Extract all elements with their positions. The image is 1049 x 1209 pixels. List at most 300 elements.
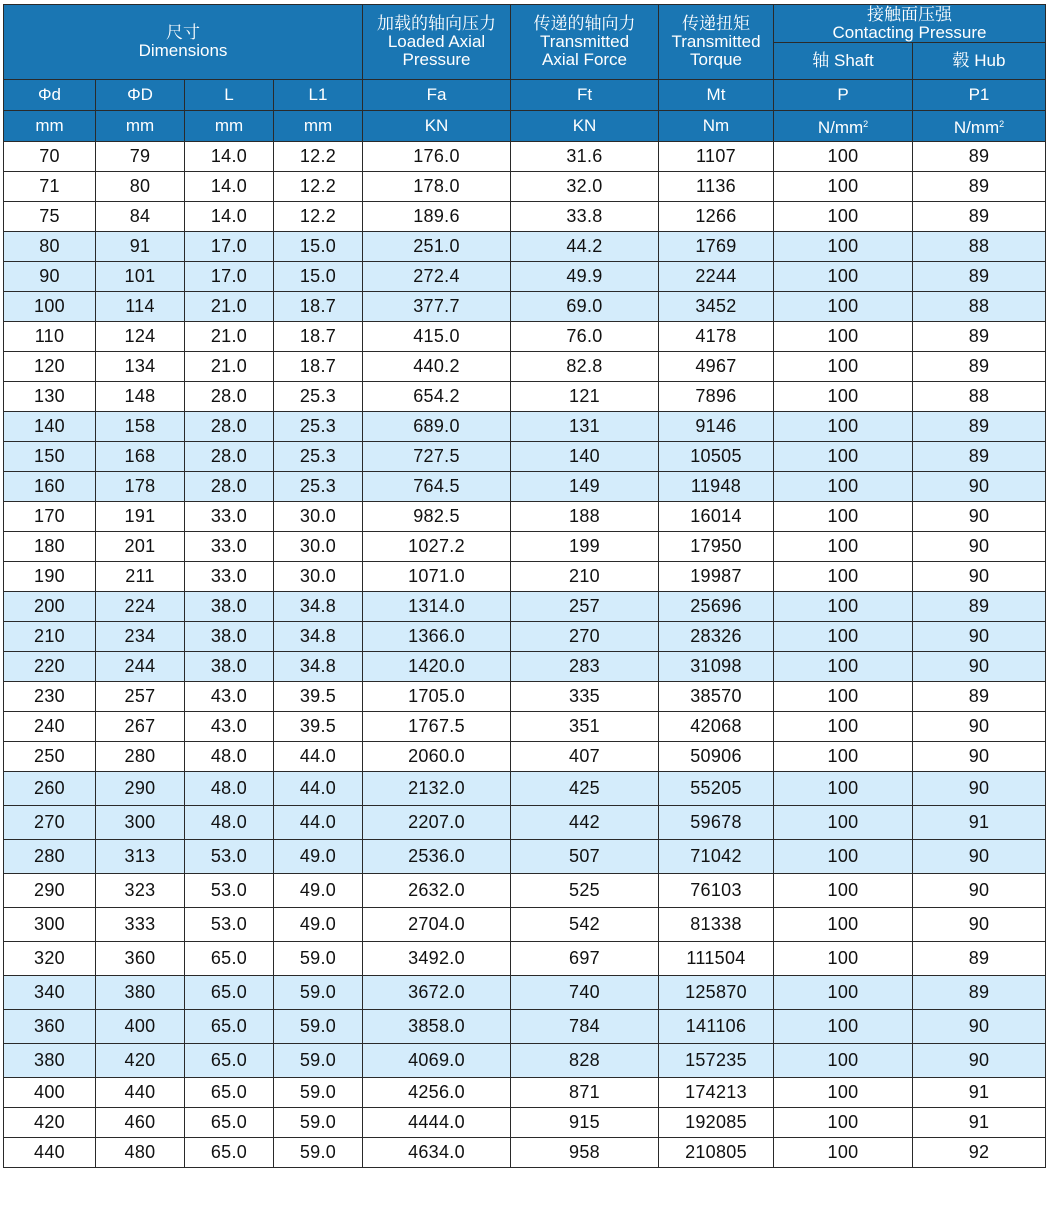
table-cell: 11948 xyxy=(659,472,774,502)
table-cell: 89 xyxy=(913,352,1046,382)
table-cell: 180 xyxy=(4,532,96,562)
table-cell: 30.0 xyxy=(274,532,363,562)
table-row xyxy=(4,232,1046,262)
table-cell: 25696 xyxy=(659,592,774,622)
table-cell: 21.0 xyxy=(185,352,274,382)
transmitted-axial-header xyxy=(511,5,659,80)
table-cell: 340 xyxy=(4,976,96,1010)
table-cell: 380 xyxy=(4,1044,96,1078)
table-cell: 89 xyxy=(913,172,1046,202)
table-cell: 25.3 xyxy=(274,412,363,442)
table-row xyxy=(4,532,1046,562)
loaded-axial-header-en2: Pressure xyxy=(402,50,471,69)
unit-row xyxy=(4,111,1046,142)
table-cell: 2632.0 xyxy=(363,874,511,908)
table-cell: 542 xyxy=(511,908,659,942)
table-cell: 257 xyxy=(511,592,659,622)
table-cell: 697 xyxy=(511,942,659,976)
table-cell: 38.0 xyxy=(185,622,274,652)
table-cell: 178.0 xyxy=(363,172,511,202)
table-cell: 89 xyxy=(913,442,1046,472)
table-cell: 31.6 xyxy=(511,142,659,172)
table-cell: 125870 xyxy=(659,976,774,1010)
table-cell: 38.0 xyxy=(185,592,274,622)
table-cell: 17950 xyxy=(659,532,774,562)
table-cell: 90 xyxy=(913,1010,1046,1044)
table-cell: 2704.0 xyxy=(363,908,511,942)
table-cell: 4967 xyxy=(659,352,774,382)
table-cell: 3858.0 xyxy=(363,1010,511,1044)
table-cell: 260 xyxy=(4,772,96,806)
table-cell: 19987 xyxy=(659,562,774,592)
table-cell: 89 xyxy=(913,412,1046,442)
table-cell: 49.0 xyxy=(274,840,363,874)
unit-text: Nm xyxy=(702,116,730,135)
table-cell: 270 xyxy=(4,806,96,840)
table-cell: 134 xyxy=(96,352,185,382)
table-cell: 1107 xyxy=(659,142,774,172)
table-cell: 784 xyxy=(511,1010,659,1044)
table-cell: 44.0 xyxy=(274,772,363,806)
table-cell: 257 xyxy=(96,682,185,712)
table-cell: 70 xyxy=(4,142,96,172)
table-cell: 12.2 xyxy=(274,172,363,202)
table-cell: 89 xyxy=(913,592,1046,622)
table-cell: 290 xyxy=(96,772,185,806)
dimensions-header xyxy=(4,5,363,80)
table-row xyxy=(4,1044,1046,1078)
table-row xyxy=(4,382,1046,412)
table-cell: 176.0 xyxy=(363,142,511,172)
table-cell: 160 xyxy=(4,472,96,502)
table-cell: 270 xyxy=(511,622,659,652)
table-cell: 28.0 xyxy=(185,442,274,472)
table-cell: 100 xyxy=(774,942,913,976)
transmitted-torque-header-zh: 传递扭矩 xyxy=(682,14,750,33)
loaded-axial-header-zh: 加载的轴向压力 xyxy=(377,14,496,33)
table-cell: 48.0 xyxy=(185,742,274,772)
table-cell: 323 xyxy=(96,874,185,908)
table-cell: 131 xyxy=(511,412,659,442)
table-cell: 220 xyxy=(4,652,96,682)
table-cell: 90 xyxy=(913,874,1046,908)
table-row xyxy=(4,908,1046,942)
table-cell: 1767.5 xyxy=(363,712,511,742)
table-cell: 59.0 xyxy=(274,1044,363,1078)
dimensions-header-en: Dimensions xyxy=(138,41,228,60)
table-cell: 34.8 xyxy=(274,592,363,622)
table-cell: 49.0 xyxy=(274,874,363,908)
table-row xyxy=(4,202,1046,232)
table-cell: 4444.0 xyxy=(363,1108,511,1138)
table-cell: 32.0 xyxy=(511,172,659,202)
table-cell: 828 xyxy=(511,1044,659,1078)
table-cell: 43.0 xyxy=(185,682,274,712)
table-cell: 100 xyxy=(774,142,913,172)
table-cell: 192085 xyxy=(659,1108,774,1138)
table-cell: 33.8 xyxy=(511,202,659,232)
table-cell: 90 xyxy=(913,652,1046,682)
table-row xyxy=(4,322,1046,352)
table-cell: 2536.0 xyxy=(363,840,511,874)
table-cell: 81338 xyxy=(659,908,774,942)
table-cell: 71 xyxy=(4,172,96,202)
table-cell: 80 xyxy=(4,232,96,262)
table-cell: 300 xyxy=(96,806,185,840)
table-row xyxy=(4,1010,1046,1044)
table-cell: 48.0 xyxy=(185,772,274,806)
table-cell: 88 xyxy=(913,382,1046,412)
table-cell: 100 xyxy=(774,806,913,840)
table-cell: 100 xyxy=(774,562,913,592)
table-cell: 360 xyxy=(4,1010,96,1044)
table-cell: 90 xyxy=(913,908,1046,942)
table-cell: 1314.0 xyxy=(363,592,511,622)
table-cell: 91 xyxy=(96,232,185,262)
table-cell: 1136 xyxy=(659,172,774,202)
table-cell: 210805 xyxy=(659,1138,774,1168)
table-cell: 100 xyxy=(774,232,913,262)
table-cell: 91 xyxy=(913,806,1046,840)
table-cell: 33.0 xyxy=(185,532,274,562)
unit-text: mm xyxy=(303,116,333,135)
table-row xyxy=(4,292,1046,322)
table-cell: 4178 xyxy=(659,322,774,352)
unit-text: mm xyxy=(125,116,155,135)
symbol-cell: P1 xyxy=(913,80,1046,111)
table-cell: 39.5 xyxy=(274,712,363,742)
table-cell: 10505 xyxy=(659,442,774,472)
table-cell: 111504 xyxy=(659,942,774,976)
table-cell: 100 xyxy=(774,1108,913,1138)
unit-cell xyxy=(274,111,363,142)
table-cell: 425 xyxy=(511,772,659,806)
table-cell: 351 xyxy=(511,712,659,742)
table-cell: 272.4 xyxy=(363,262,511,292)
table-cell: 30.0 xyxy=(274,562,363,592)
table-cell: 31098 xyxy=(659,652,774,682)
table-cell: 982.5 xyxy=(363,502,511,532)
table-cell: 210 xyxy=(4,622,96,652)
table-cell: 380 xyxy=(96,976,185,1010)
table-cell: 65.0 xyxy=(185,1078,274,1108)
table-row xyxy=(4,976,1046,1010)
table-cell: 283 xyxy=(511,652,659,682)
table-cell: 958 xyxy=(511,1138,659,1168)
table-cell: 124 xyxy=(96,322,185,352)
table-cell: 100 xyxy=(774,742,913,772)
table-cell: 440.2 xyxy=(363,352,511,382)
table-cell: 2132.0 xyxy=(363,772,511,806)
table-cell: 2060.0 xyxy=(363,742,511,772)
table-cell: 267 xyxy=(96,712,185,742)
table-cell: 59.0 xyxy=(274,1108,363,1138)
transmitted-axial-header-en1: Transmitted xyxy=(539,32,630,51)
table-cell: 100 xyxy=(774,202,913,232)
table-cell: 14.0 xyxy=(185,202,274,232)
table-cell: 100 xyxy=(774,622,913,652)
table-cell: 17.0 xyxy=(185,232,274,262)
table-cell: 130 xyxy=(4,382,96,412)
table-cell: 507 xyxy=(511,840,659,874)
table-cell: 18.7 xyxy=(274,352,363,382)
table-cell: 53.0 xyxy=(185,874,274,908)
table-cell: 148 xyxy=(96,382,185,412)
table-cell: 48.0 xyxy=(185,806,274,840)
table-cell: 89 xyxy=(913,262,1046,292)
table-cell: 100 xyxy=(774,472,913,502)
unit-cell xyxy=(4,111,96,142)
table-cell: 28326 xyxy=(659,622,774,652)
table-cell: 100 xyxy=(774,322,913,352)
table-cell: 100 xyxy=(774,442,913,472)
table-cell: 65.0 xyxy=(185,976,274,1010)
table-cell: 1027.2 xyxy=(363,532,511,562)
loaded-axial-header-en1: Loaded Axial xyxy=(387,32,486,51)
symbol-cell: ΦD xyxy=(96,80,185,111)
table-cell: 460 xyxy=(96,1108,185,1138)
table-cell: 280 xyxy=(4,840,96,874)
table-cell: 333 xyxy=(96,908,185,942)
table-row xyxy=(4,502,1046,532)
table-cell: 91 xyxy=(913,1078,1046,1108)
unit-text: KN xyxy=(424,116,449,135)
table-row xyxy=(4,262,1046,292)
table-cell: 100 xyxy=(774,976,913,1010)
table-cell: 90 xyxy=(913,622,1046,652)
table-cell: 18.7 xyxy=(274,292,363,322)
table-cell: 88 xyxy=(913,292,1046,322)
table-cell: 25.3 xyxy=(274,472,363,502)
table-cell: 140 xyxy=(4,412,96,442)
table-cell: 28.0 xyxy=(185,382,274,412)
symbol-cell: Fa xyxy=(363,80,511,111)
unit-text: mm xyxy=(35,116,64,135)
table-cell: 335 xyxy=(511,682,659,712)
table-cell: 100 xyxy=(774,1138,913,1168)
table-header xyxy=(4,5,1046,142)
table-cell: 92 xyxy=(913,1138,1046,1168)
table-cell: 89 xyxy=(913,976,1046,1010)
table-cell: 100 xyxy=(774,652,913,682)
contacting-pressure-header-zh: 接触面压强 xyxy=(867,4,952,24)
table-cell: 89 xyxy=(913,202,1046,232)
table-cell: 174213 xyxy=(659,1078,774,1108)
table-cell: 100 xyxy=(774,874,913,908)
table-cell: 53.0 xyxy=(185,908,274,942)
table-row xyxy=(4,806,1046,840)
symbol-cell: L xyxy=(185,80,274,111)
table-cell: 7896 xyxy=(659,382,774,412)
table-cell: 189.6 xyxy=(363,202,511,232)
table-cell: 89 xyxy=(913,682,1046,712)
table-cell: 240 xyxy=(4,712,96,742)
table-cell: 360 xyxy=(96,942,185,976)
table-cell: 244 xyxy=(96,652,185,682)
table-cell: 654.2 xyxy=(363,382,511,412)
table-cell: 100 xyxy=(774,592,913,622)
table-cell: 90 xyxy=(913,532,1046,562)
table-cell: 14.0 xyxy=(185,142,274,172)
table-cell: 3492.0 xyxy=(363,942,511,976)
table-row xyxy=(4,442,1046,472)
unit-cell xyxy=(185,111,274,142)
table-cell: 89 xyxy=(913,942,1046,976)
table-row xyxy=(4,652,1046,682)
table-cell: 21.0 xyxy=(185,322,274,352)
table-cell: 420 xyxy=(4,1108,96,1138)
table-row xyxy=(4,172,1046,202)
transmitted-torque-header-en2: Torque xyxy=(690,50,742,69)
table-cell: 76103 xyxy=(659,874,774,908)
table-cell: 100 xyxy=(774,1010,913,1044)
transmitted-axial-header-en2: Axial Force xyxy=(541,50,628,69)
table-cell: 59.0 xyxy=(274,976,363,1010)
table-cell: 88 xyxy=(913,232,1046,262)
table-cell: 300 xyxy=(4,908,96,942)
transmitted-torque-header xyxy=(659,5,774,80)
table-cell: 313 xyxy=(96,840,185,874)
table-row xyxy=(4,1078,1046,1108)
table-cell: 69.0 xyxy=(511,292,659,322)
table-cell: 50906 xyxy=(659,742,774,772)
table-row xyxy=(4,682,1046,712)
table-cell: 1705.0 xyxy=(363,682,511,712)
table-cell: 100 xyxy=(774,352,913,382)
table-cell: 871 xyxy=(511,1078,659,1108)
table-row xyxy=(4,942,1046,976)
table-cell: 39.5 xyxy=(274,682,363,712)
table-cell: 28.0 xyxy=(185,412,274,442)
table-row xyxy=(4,840,1046,874)
unit-cell xyxy=(913,111,1046,142)
table-cell: 440 xyxy=(4,1138,96,1168)
table-cell: 34.8 xyxy=(274,622,363,652)
table-cell: 4256.0 xyxy=(363,1078,511,1108)
table-cell: 18.7 xyxy=(274,322,363,352)
transmitted-axial-header-zh: 传递的轴向力 xyxy=(533,14,636,33)
table-cell: 4634.0 xyxy=(363,1138,511,1168)
table-cell: 65.0 xyxy=(185,1010,274,1044)
table-cell: 170 xyxy=(4,502,96,532)
table-cell: 91 xyxy=(913,1108,1046,1138)
table-cell: 16014 xyxy=(659,502,774,532)
symbol-cell: Mt xyxy=(659,80,774,111)
table-cell: 15.0 xyxy=(274,262,363,292)
table-cell: 2207.0 xyxy=(363,806,511,840)
table-cell: 84 xyxy=(96,202,185,232)
table-cell: 90 xyxy=(913,472,1046,502)
table-cell: 100 xyxy=(774,682,913,712)
table-cell: 400 xyxy=(96,1010,185,1044)
table-cell: 90 xyxy=(913,840,1046,874)
table-cell: 15.0 xyxy=(274,232,363,262)
table-cell: 120 xyxy=(4,352,96,382)
dimensions-header-zh: 尺寸 xyxy=(166,23,200,42)
table-cell: 75 xyxy=(4,202,96,232)
table-cell: 59.0 xyxy=(274,942,363,976)
table-row xyxy=(4,592,1046,622)
table-cell: 251.0 xyxy=(363,232,511,262)
table-cell: 440 xyxy=(96,1078,185,1108)
table-cell: 90 xyxy=(4,262,96,292)
table-cell: 210 xyxy=(511,562,659,592)
table-cell: 53.0 xyxy=(185,840,274,874)
shaft-header: 轴 Shaft xyxy=(774,43,913,80)
table-cell: 49.0 xyxy=(274,908,363,942)
table-cell: 100 xyxy=(774,262,913,292)
table-row xyxy=(4,472,1046,502)
unit-cell xyxy=(774,111,913,142)
table-cell: 420 xyxy=(96,1044,185,1078)
unit-superscript: 2 xyxy=(863,119,869,129)
table-row xyxy=(4,352,1046,382)
table-cell: 65.0 xyxy=(185,1044,274,1078)
table-cell: 90 xyxy=(913,1044,1046,1078)
table-cell: 320 xyxy=(4,942,96,976)
table-cell: 49.9 xyxy=(511,262,659,292)
table-cell: 150 xyxy=(4,442,96,472)
table-cell: 44.0 xyxy=(274,806,363,840)
table-cell: 76.0 xyxy=(511,322,659,352)
table-cell: 100 xyxy=(774,772,913,806)
table-cell: 89 xyxy=(913,322,1046,352)
table-cell: 59.0 xyxy=(274,1138,363,1168)
transmitted-torque-header-en1: Transmitted xyxy=(671,32,761,51)
table-cell: 43.0 xyxy=(185,712,274,742)
table-cell: 90 xyxy=(913,772,1046,806)
table-cell: 80 xyxy=(96,172,185,202)
table-cell: 55205 xyxy=(659,772,774,806)
table-cell: 65.0 xyxy=(185,942,274,976)
table-cell: 224 xyxy=(96,592,185,622)
table-cell: 100 xyxy=(774,412,913,442)
table-cell: 100 xyxy=(774,172,913,202)
table-row xyxy=(4,1108,1046,1138)
table-cell: 400 xyxy=(4,1078,96,1108)
table-cell: 442 xyxy=(511,806,659,840)
table-cell: 525 xyxy=(511,874,659,908)
table-cell: 168 xyxy=(96,442,185,472)
table-row xyxy=(4,142,1046,172)
table-cell: 3452 xyxy=(659,292,774,322)
table-cell: 230 xyxy=(4,682,96,712)
table-cell: 689.0 xyxy=(363,412,511,442)
table-cell: 59.0 xyxy=(274,1010,363,1044)
table-cell: 110 xyxy=(4,322,96,352)
unit-text: KN xyxy=(572,116,597,135)
table-cell: 158 xyxy=(96,412,185,442)
unit-cell xyxy=(363,111,511,142)
table-cell: 38.0 xyxy=(185,652,274,682)
table-cell: 100 xyxy=(774,712,913,742)
table-cell: 201 xyxy=(96,532,185,562)
table-cell: 740 xyxy=(511,976,659,1010)
table-cell: 90 xyxy=(913,712,1046,742)
table-cell: 377.7 xyxy=(363,292,511,322)
table-row xyxy=(4,712,1046,742)
table-cell: 25.3 xyxy=(274,382,363,412)
table-cell: 100 xyxy=(774,908,913,942)
table-cell: 65.0 xyxy=(185,1138,274,1168)
table-cell: 17.0 xyxy=(185,262,274,292)
table-cell: 9146 xyxy=(659,412,774,442)
table-row xyxy=(4,622,1046,652)
table-cell: 65.0 xyxy=(185,1108,274,1138)
table-cell: 149 xyxy=(511,472,659,502)
table-body xyxy=(4,142,1046,1168)
table-cell: 100 xyxy=(774,292,913,322)
